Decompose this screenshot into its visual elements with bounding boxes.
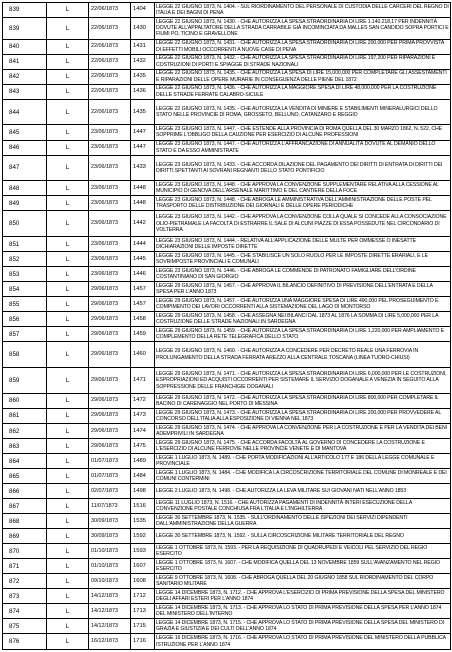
row-description: LEGGE 11 LUGLIO 1873, N. 1516. - CHE AUTORIZZA PAGAMENTI DI INDENNITÀ INTERI ESECUZIONE DELLA CONVENZIONE POSTALE CONCHIUSA FRA L'ITALIA E L'INGHILTERRA bbox=[155, 499, 451, 514]
row-law-number: 1457 bbox=[131, 282, 155, 297]
row-law-number: 1498 bbox=[131, 484, 155, 499]
row-law-number: 1448 bbox=[131, 181, 155, 196]
row-type: L bbox=[47, 393, 89, 408]
row-description: LEGGE 23 GIUGNO 1873, N. 1445. - CHE STABILISCE UN SOLO RUOLO PER LE IMPOSTE DIRETTE ERARIALI, E LE SOVRIMPOSTE PROVINCIALI E COMUNALI bbox=[155, 252, 451, 267]
row-number: 866 bbox=[3, 484, 47, 499]
row-law-number: 1433 bbox=[131, 155, 155, 181]
row-description: LEGGE 2 LUGLIO 1873, N. 1498. - CHE AUTORIZZA LA LEVA MILITARE SUI GIOVANI NATI NELL'ANNO 1853 bbox=[155, 484, 451, 499]
row-description: LEGGE 14 DICEMBRE 1873, N. 1715. - CHE APPROVA LO STATO DI PRIMA PREVISIONE DELLA SPESA DEL MINISTERO DI GRAZIA E GIUSTIZIA E DEI CULTI DELL'ANNO 1874 bbox=[155, 619, 451, 634]
row-date: 29/06/1873 bbox=[89, 327, 131, 342]
row-type: L bbox=[47, 237, 89, 252]
row-type: L bbox=[47, 544, 89, 559]
row-type: L bbox=[47, 252, 89, 267]
table-row bbox=[3, 297, 451, 312]
row-number: 850 bbox=[3, 211, 47, 237]
table-row bbox=[3, 589, 451, 604]
row-number: 855 bbox=[3, 297, 47, 312]
row-law-number: 1592 bbox=[131, 529, 155, 544]
row-type: L bbox=[47, 327, 89, 342]
table-row bbox=[3, 181, 451, 196]
row-date: 29/06/1873 bbox=[89, 439, 131, 454]
table-row bbox=[3, 514, 451, 529]
table-row bbox=[3, 211, 451, 237]
table-row bbox=[3, 312, 451, 327]
row-law-number: 1459 bbox=[131, 327, 155, 342]
row-description: LEGGE 23 GIUGNO 1873, N. 1447. - CHE AUTORIZZA L'AFFRANCAZIONE DI ANNUALITÀ DOVUTE AL DEMANIO DELLO STATO E DA ESSO AMMINISTRATE bbox=[155, 140, 451, 155]
row-description: LEGGE 1 LUGLIO 1873, N. 1484. - CHE MODIFICA LA CIRCOSCRIZIONE TERRITORIALE DEL COMUNE DI MONREALE E DEI COMUNI CONTERMINI bbox=[155, 469, 451, 484]
table-row bbox=[3, 39, 451, 54]
row-description: LEGGE 29 GIUGNO 1873, N. 1475. - CHE ACCORDA FACOLTÀ AL GOVERNO DI CONCEDERE LA COSTRUZIONE E L'ESERCIZIO DI ALCUNE FERROVIE NELLE PROVINCIE VENETE E DI MANTOVA bbox=[155, 439, 451, 454]
row-type: L bbox=[47, 634, 89, 650]
table-row bbox=[3, 282, 451, 297]
laws-table bbox=[2, 2, 451, 650]
row-description: LEGGE 23 GIUGNO 1873, N. 1446. - CHE ABROGA LE COMMENDE DI PATRONATO FAMIGLIARE DELL'ORDINE COSTANTINIANO DI SAN GIORGIO bbox=[155, 267, 451, 282]
row-law-number: 1715 bbox=[131, 619, 155, 634]
row-number: 862 bbox=[3, 424, 47, 439]
row-number: 863 bbox=[3, 439, 47, 454]
row-number: 839 bbox=[3, 3, 47, 18]
row-law-number: 1593 bbox=[131, 544, 155, 559]
table-row bbox=[3, 469, 451, 484]
row-description: LEGGE 14 DICEMBRE 1873, N. 1713. - CHE APPROVA LO STATO DI PRIMA PREVISIONE DELLA SPESA PER L'ANNO 1874 DEL MINISTERO DELL'INTERNO bbox=[155, 604, 451, 619]
row-date: 14/12/1873 bbox=[89, 589, 131, 604]
row-law-number: 1445 bbox=[131, 252, 155, 267]
table-row bbox=[3, 155, 451, 181]
row-number: 845 bbox=[3, 125, 47, 140]
row-law-number: 1716 bbox=[131, 634, 155, 650]
table-row bbox=[3, 393, 451, 408]
table-row bbox=[3, 84, 451, 99]
row-description: LEGGE 22 GIUGNO 1873, N. 1430. - CHE AUTORIZZA LA SPESA STRAORDINARIA DI LIRE 1.140.218,17 PER INDENNITÀ DOVUTE ALL'APPALTATORE DELLA STRADA CARRABILE GIÀ INCOMINCIATA DA MALLES SAN CANDIDO SOPRA PORTICI E FIUMI PO, TICINO E GRAVELLONE bbox=[156, 18, 449, 38]
row-law-number: 1607 bbox=[131, 559, 155, 574]
table-row bbox=[3, 604, 451, 619]
laws-table-body bbox=[3, 3, 451, 650]
table-row bbox=[3, 196, 451, 211]
row-number: 854 bbox=[3, 282, 47, 297]
row-description: LEGGE 1 OTTOBRE 1873, N. 1607. - CHE MODIFICA QUELLA DEL 13 NOVEMBRE 1859 SULL'AVANZAMENTO NEL REGIO ESERCITO bbox=[155, 559, 451, 574]
row-description: LEGGE 1 OTTOBRE 1873, N. 1593. - PER LA REQUISIZIONE DI QUADRUPEDI E VEICOLI PEL SERVIZIO DEL REGIO ESERCITO bbox=[155, 544, 451, 559]
row-law-number: 1436 bbox=[131, 84, 155, 99]
row-description: LEGGE 22 GIUGNO 1873, N. 1435. - CHE AUTORIZZA LA SPESA DI LIRE 15,000,000 PER COMPLETARE GLI ASSESTAMENTI E RIPARAZIONI DELLE OPERE MURARIE IN CONSEGUENZA DELLE PIENE DEL 1872 bbox=[155, 69, 451, 84]
row-law-number: 1435 bbox=[131, 99, 155, 125]
row-number: 846 bbox=[3, 140, 47, 155]
row-date: 23/06/1873 bbox=[89, 181, 131, 196]
row-description: LEGGE 9 OTTOBRE 1873, N. 1608. - CHE ABROGA QUELLA DEL 20 GIUGNO 1858 SUL RIORDINAMENTO DEL CORPO SANITARIO MILITARE bbox=[155, 574, 451, 589]
row-law-number: 1489 bbox=[131, 454, 155, 469]
row-date: 22/06/1873 bbox=[89, 69, 131, 84]
row-description: LEGGE 29 GIUGNO 1873, N. 1472. - CHE AUTORIZZA LA SPESA STRAORDINARIA DI LIRE 800,000 PER COMPLETARE IL BACINO DI CARENAGGIO NEL PORTO DI MESSINA bbox=[155, 393, 451, 408]
row-date: 01/10/1873 bbox=[89, 559, 131, 574]
row-date: 23/06/1873 bbox=[89, 211, 131, 237]
table-row bbox=[3, 544, 451, 559]
row-description: LEGGE 30 SETTEMBRE 1873, N. 1592. - SULLA CIRCOSCRIZIONE MILITARE TERRITORIALE DEL REGNO bbox=[155, 529, 451, 544]
row-description: LEGGE 29 GIUGNO 1873, N. 1460. - CHE AUTORIZZA A CONCEDERE PER DECRETO REALE UNA FERROVIA IN PROLUNGAMENTO DELLA STRADA FERRATA AREZZO ALLA CENTRALE TOSCANA (LINEA TUORO-CHIUSI) bbox=[155, 342, 451, 368]
row-number: 858 bbox=[3, 342, 47, 368]
row-description: LEGGE 29 GIUGNO 1873, N. 1474. - CHE APPROVA LA CONVENZIONE PER LA COSTRUZIONE E PER LA VENDITA DEI BENI ADEMPRIVILI IN SARDEGNA bbox=[155, 424, 451, 439]
row-type: L bbox=[47, 408, 89, 423]
row-type: L bbox=[47, 454, 89, 469]
row-description: LEGGE 30 SETTEMBRE 1873, N. 1535. - SULL'ORDINAMENTO DELLE ISPEZIONI DEI SERVIZI DIPENDENTI DALL'AMMINISTRAZIONE DELLA GUERRA bbox=[155, 514, 451, 529]
table-row bbox=[3, 17, 451, 39]
row-description: LEGGE 29 GIUGNO 1873, N. 1458. - CHE ASSEGNA NEI BILANCI DAL 1873 AL 1876 LA SOMMA DI LIRE 5,000,000 PER LA COSTRUZIONE DELLE STRADE NAZIONALI IN SARDEGNA bbox=[155, 312, 451, 327]
row-number: 864 bbox=[3, 454, 47, 469]
table-row bbox=[3, 54, 451, 69]
table-row bbox=[3, 368, 451, 394]
row-number: 867 bbox=[3, 499, 47, 514]
row-law-number: 1458 bbox=[131, 312, 155, 327]
row-date: 29/06/1873 bbox=[89, 312, 131, 327]
row-law-number: 1608 bbox=[131, 574, 155, 589]
row-description: LEGGE 29 GIUGNO 1873, N. 1471. - CHE AUTORIZZA LA SPESA STRAORDINARIA DI LIRE 6,000,000 PER LE COSTRUZIONI, ESPROPRIAZIONI ED ACQUISTI OCCORRENTI PER SISTEMARE IL SERVIZIO DOGANALE A VENEZIA IN SEGUITO ALLA SOPPRESSIONE DELLE FRANCHIGIE DOGANALI bbox=[155, 368, 451, 394]
row-number: 851 bbox=[3, 237, 47, 252]
row-description: LEGGE 22 GIUGNO 1873, N. 1436. - CHE AUTORIZZA LA MAGGIORE SPESA DI LIRE 48,000,000 PER LA COSTRUZIONE DELLE STRADE FERRATE CALABRO-SICULE bbox=[155, 84, 451, 99]
row-type: L bbox=[47, 17, 89, 39]
row-description: LEGGE 22 GIUGNO 1873, N. 1435. - CHE AUTORIZZA LA VENDITA DI MINIERE E STABILIMENTI MINERALURGICI DELLO STATO NELLE PROVINCIE DI ROMA, GROSSETO, BELLUNO, CATANZARO E REGGIO bbox=[155, 99, 451, 125]
row-law-number: 1435 bbox=[131, 69, 155, 84]
row-law-number: 1447 bbox=[131, 140, 155, 155]
row-date: 30/09/1873 bbox=[89, 529, 131, 544]
row-number: 875 bbox=[3, 619, 47, 634]
row-type: L bbox=[47, 125, 89, 140]
row-type: L bbox=[47, 439, 89, 454]
row-date: 16/12/1873 bbox=[89, 634, 131, 650]
row-description: LEGGE 23 GIUGNO 1873, N. 1448. - CHE ABROGA LE AMMINISTRATIVA DELL'AMMINISTRAZIONE DELLE POSTE PEL TRASPORTO DELLE DISTRIBUZIONE DEI GIORNALI E DELLE OPERE PERIODICHE bbox=[155, 196, 451, 211]
row-number: 859 bbox=[3, 368, 47, 394]
row-description: LEGGE 23 GIUGNO 1873, N. 1433. - CHE ACCORDA DILAZIONE DEL PAGAMENTO DEI DIRITTI DI ENTRATA DI DIRITTI DEI DIRITTI SPETTANTI AI SOVRANI REGNANTI DELLO STATO PONTIFICIO bbox=[155, 155, 451, 181]
row-date: 14/12/1873 bbox=[89, 604, 131, 619]
row-type: L bbox=[47, 514, 89, 529]
row-date: 29/06/1873 bbox=[89, 297, 131, 312]
row-description: LEGGE 22 GIUGNO 1873, N. 1404. - SUL RIORDINAMENTO DEL PERSONALE DI CUSTODIA DELLE CARCERI DEL REGNO DI ITALIA E DEI BAGNI DI PENA bbox=[156, 3, 449, 16]
table-row bbox=[3, 237, 451, 252]
row-date: 29/06/1873 bbox=[89, 408, 131, 423]
row-description: LEGGE 1 LUGLIO 1873, N. 1489. - CHE PORTA MODIFICAZIONI ALL'ARTICOLO 177 E 186 DELLA LEGGE COMUNALE E PROVINCIALE bbox=[155, 454, 451, 469]
row-date: 22/06/1873 bbox=[89, 3, 131, 18]
row-type: L bbox=[47, 211, 89, 237]
table-row bbox=[3, 454, 451, 469]
row-description: LEGGE 22 GIUGNO 1873, N. 1432. - CHE AUTORIZZA LA SPESA STRAORDINARIA DI LIRE 197,200 PER RIPARAZIONI E COSTRUZIONI DI PORTI E SPIAGGE DI STRADE NAZIONALI bbox=[155, 54, 451, 69]
table-row bbox=[3, 424, 451, 439]
row-number: 870 bbox=[3, 544, 47, 559]
table-row bbox=[3, 140, 451, 155]
table-row bbox=[3, 327, 451, 342]
row-type: L bbox=[47, 196, 89, 211]
row-number: 876 bbox=[3, 634, 47, 650]
table-row bbox=[3, 125, 451, 140]
row-date: 29/06/1873 bbox=[89, 393, 131, 408]
row-description: LEGGE 23 GIUGNO 1873, N. 1448. - CHE APPROVA LA CONVENZIONE SUPPLEMENTARE RELATIVA ALLA CESSIONE AL MUNICIPIO DI GENOVA DELL'ARSENALE MARITTIMO E DEL CANTIERE DELLA FOCE bbox=[155, 181, 451, 196]
row-number: 874 bbox=[3, 604, 47, 619]
row-type: L bbox=[47, 368, 89, 394]
row-description: LEGGE 23 GIUGNO 1873, N. 1447. - CHE ESTENDE ALLA PROVINCIA DI ROMA QUELLA DEL 30 MARZO 1862, N. 522, CHE SOPPRIME L'OBBLIGO DELLA CAUZIONE PER ESERCIZIO DI ALCUNE PROFESSIONI bbox=[155, 125, 451, 140]
row-type: L bbox=[47, 99, 89, 125]
row-date: 23/06/1873 bbox=[89, 155, 131, 181]
row-date: 01/07/1873 bbox=[89, 454, 131, 469]
row-number: 869 bbox=[3, 529, 47, 544]
row-number: 861 bbox=[3, 408, 47, 423]
row-date: 29/06/1873 bbox=[89, 342, 131, 368]
row-law-number: 1447 bbox=[131, 125, 155, 140]
row-type: L bbox=[47, 604, 89, 619]
row-law-number: 1444 bbox=[131, 237, 155, 252]
row-date: 23/06/1873 bbox=[89, 125, 131, 140]
row-type: L bbox=[47, 282, 89, 297]
row-type: L bbox=[47, 181, 89, 196]
row-law-number: 1446 bbox=[131, 267, 155, 282]
row-description: LEGGE 29 GIUGNO 1873, N. 1457. - CHE APPROVA IL BILANCIO DEFINITIVO DI PREVISIONE DELL'ENTRATA E DELLA SPESA PER L'ANNO 1873 bbox=[155, 282, 451, 297]
row-law-number: 1430 bbox=[131, 17, 155, 39]
row-date: 23/06/1873 bbox=[89, 196, 131, 211]
row-date: 01/07/1873 bbox=[89, 469, 131, 484]
row-date: 23/06/1873 bbox=[89, 252, 131, 267]
row-law-number: 1460 bbox=[131, 342, 155, 368]
row-description: LEGGE 16 DICEMBRE 1873, N. 1716. - CHE APPROVA LO STATO DI PRIMA PREVISIONE DEL MINISTERO DELLA PUBBLICA ISTRUZIONE PER L'ANNO 1874 bbox=[155, 634, 451, 650]
row-type: L bbox=[47, 54, 89, 69]
row-date: 29/06/1873 bbox=[89, 424, 131, 439]
row-number: 848 bbox=[3, 181, 47, 196]
row-number: 860 bbox=[3, 393, 47, 408]
row-type: L bbox=[47, 267, 89, 282]
row-type: L bbox=[47, 559, 89, 574]
row-type: L bbox=[47, 499, 89, 514]
table-row bbox=[3, 69, 451, 84]
row-law-number: 1431 bbox=[131, 39, 155, 54]
row-date: 30/09/1873 bbox=[89, 514, 131, 529]
row-type: L bbox=[47, 619, 89, 634]
row-number: 839 bbox=[3, 17, 47, 39]
row-date: 29/06/1873 bbox=[89, 368, 131, 394]
row-law-number: 1471 bbox=[131, 368, 155, 394]
row-type: L bbox=[47, 469, 89, 484]
row-type: L bbox=[47, 3, 89, 18]
row-law-number: 1516 bbox=[131, 499, 155, 514]
row-description: LEGGE 29 GIUGNO 1873, N. 1459. - CHE AUTORIZZA LA SPESA STRAORDINARIA DI LIRE 1,220,000 PER AMPLIAMENTO E COMPLEMENTO DELLA RETE TELEGRAFICA DELLO STATO bbox=[155, 327, 451, 342]
row-type: L bbox=[47, 297, 89, 312]
row-type: L bbox=[47, 39, 89, 54]
row-description: LEGGE 22 GIUGNO 1873, N. 1431. - CHE AUTORIZZA LA SPESA STRAORDINARIA DI LIRE 200,000 PER PRIMA PROVVISTA DI EFFETTI MOBILI OCCORRENTI A NUOVE CASE DI PENA bbox=[155, 39, 451, 54]
table-row bbox=[3, 529, 451, 544]
row-law-number: 1404 bbox=[131, 3, 155, 18]
row-date: 29/06/1873 bbox=[89, 282, 131, 297]
row-date: 01/10/1873 bbox=[89, 544, 131, 559]
row-law-number: 1484 bbox=[131, 469, 155, 484]
table-row bbox=[3, 619, 451, 634]
row-type: L bbox=[47, 140, 89, 155]
row-date: 22/06/1873 bbox=[89, 84, 131, 99]
row-date: 22/06/1873 bbox=[89, 99, 131, 125]
row-type: L bbox=[47, 424, 89, 439]
table-row bbox=[3, 342, 451, 368]
table-row bbox=[3, 559, 451, 574]
row-law-number: 1475 bbox=[131, 439, 155, 454]
row-law-number: 1473 bbox=[131, 408, 155, 423]
row-law-number: 1712 bbox=[131, 589, 155, 604]
row-description: LEGGE 23 GIUGNO 1873, N. 1444. - RELATIVA ALL'APPLICAZIONE DELLE MULTE PER OMMESSE O INESATTE DICHIARAZIONI DELLE IMPOSTE DIRETTE bbox=[155, 237, 451, 252]
row-type: L bbox=[47, 484, 89, 499]
row-number: 849 bbox=[3, 196, 47, 211]
row-date: 22/06/1873 bbox=[89, 17, 131, 39]
row-type: L bbox=[47, 69, 89, 84]
row-number: 868 bbox=[3, 514, 47, 529]
table-row bbox=[3, 3, 451, 18]
row-number: 856 bbox=[3, 312, 47, 327]
table-row bbox=[3, 408, 451, 423]
row-type: L bbox=[47, 312, 89, 327]
row-type: L bbox=[47, 84, 89, 99]
row-law-number: 1442 bbox=[131, 211, 155, 237]
row-law-number: 1474 bbox=[131, 424, 155, 439]
row-number: 842 bbox=[3, 69, 47, 84]
table-row bbox=[3, 252, 451, 267]
row-date: 22/06/1873 bbox=[89, 39, 131, 54]
row-number: 852 bbox=[3, 252, 47, 267]
row-number: 873 bbox=[3, 589, 47, 604]
row-date: 14/12/1873 bbox=[89, 619, 131, 634]
table-row bbox=[3, 574, 451, 589]
row-type: L bbox=[47, 342, 89, 368]
row-date: 11/07/1873 bbox=[89, 499, 131, 514]
row-date: 02/07/1873 bbox=[89, 484, 131, 499]
row-number: 865 bbox=[3, 469, 47, 484]
row-law-number: 1448 bbox=[131, 196, 155, 211]
row-law-number: 1713 bbox=[131, 604, 155, 619]
row-law-number: 1432 bbox=[131, 54, 155, 69]
row-type: L bbox=[47, 529, 89, 544]
row-date: 23/06/1873 bbox=[89, 140, 131, 155]
row-type: L bbox=[47, 155, 89, 181]
row-number: 844 bbox=[3, 99, 47, 125]
row-number: 843 bbox=[3, 84, 47, 99]
row-number: 857 bbox=[3, 327, 47, 342]
table-row bbox=[3, 439, 451, 454]
row-description: LEGGE 29 GIUGNO 1873, N. 1457. - CHE AUTORIZZA UNA MAGGIORE SPESA DI LIRE 490,000 PEL PROSEGUIMENTO E COMPIMENTO DEI LAVORI OCCORRENTI ALLA SISTEMAZIONE DEL LAGO DI MONTORSO bbox=[155, 297, 451, 312]
row-law-number: 1457 bbox=[131, 297, 155, 312]
table-row bbox=[3, 99, 451, 125]
row-number: 872 bbox=[3, 574, 47, 589]
row-number: 871 bbox=[3, 559, 47, 574]
row-type: L bbox=[47, 574, 89, 589]
table-row bbox=[3, 499, 451, 514]
row-date: 23/06/1873 bbox=[89, 267, 131, 282]
row-date: 09/10/1873 bbox=[89, 574, 131, 589]
row-law-number: 1535 bbox=[131, 514, 155, 529]
table-row bbox=[3, 267, 451, 282]
row-number: 847 bbox=[3, 155, 47, 181]
row-number: 841 bbox=[3, 54, 47, 69]
row-type: L bbox=[47, 589, 89, 604]
row-description: LEGGE 23 GIUGNO 1873, N. 1442. - CHE APPROVA LA CONVENZIONE COLLA QUALE SI CONCEDE ALLA CONSOCIAZIONE OLIO-PIETRAMALE LA FACOLTÀ DI ESTRARRE IL SALE DI ALCUNI PIAZZE DI ESSA POSSEDUTE NEL CIRCONDARIO DI VOLTERRA bbox=[155, 211, 451, 237]
row-description: LEGGE 14 DICEMBRE 1873, N. 1712. - CHE APPROVA L'ESERCIZIO DI PRIMA PREVISIONE DELLA SPESA DEL MINISTERO DEGLI AFFARI ESTERI PER L'ANNO 1874 bbox=[155, 589, 451, 604]
table-row bbox=[3, 634, 451, 650]
row-date: 22/06/1873 bbox=[89, 54, 131, 69]
row-number: 840 bbox=[3, 39, 47, 54]
row-description: LEGGE 29 GIUGNO 1873, N. 1473. - CHE AUTORIZZA LA SPESA STRAORDINARIA DI LIRE 200,000 PER PROVVEDERE AL CONCORSO DELL'ITALIA ALLA ESPOSIZIONE DI VIENNA NEL 1873 bbox=[155, 408, 451, 423]
row-number: 853 bbox=[3, 267, 47, 282]
row-date: 23/06/1873 bbox=[89, 237, 131, 252]
table-row bbox=[3, 484, 451, 499]
row-law-number: 1472 bbox=[131, 393, 155, 408]
